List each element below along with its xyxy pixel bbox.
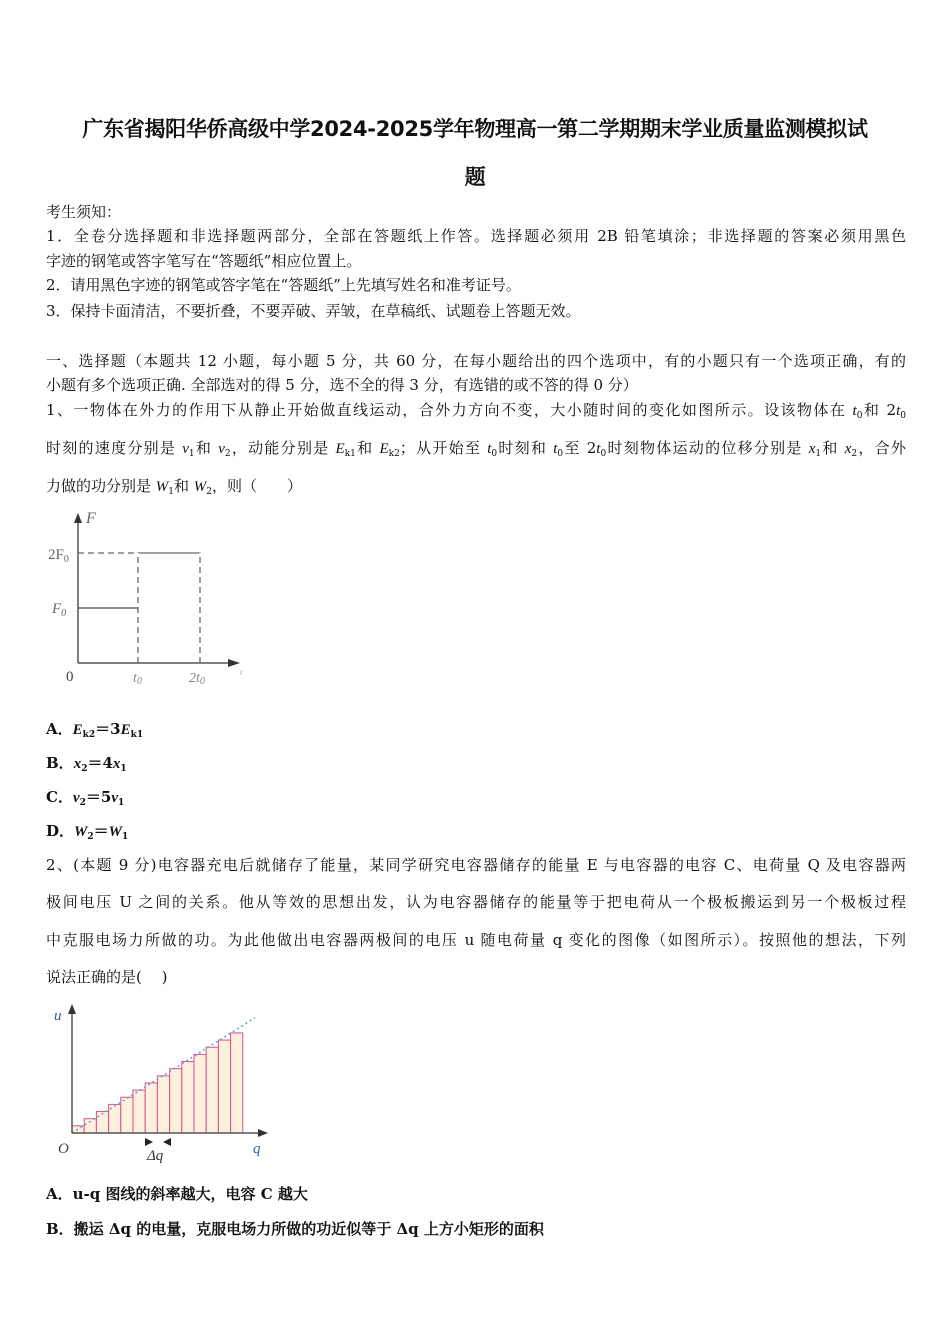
notice-heading: 考生须知： xyxy=(46,203,122,221)
step-rectangle xyxy=(170,1069,182,1133)
variable-subscript: k2 xyxy=(82,730,96,740)
step-rectangle xyxy=(133,1090,145,1133)
step-rectangle xyxy=(96,1112,108,1133)
document-title-continued: 题 xyxy=(464,165,486,189)
text-segment: 1、一物体在外力的作用下从静止开始做直线运动，合外力方向不变，大小随时间的变化如图所示。设该物体在 xyxy=(46,401,853,419)
text-segment: ，则（ ） xyxy=(212,477,303,495)
x-axis-arrow-icon xyxy=(228,659,240,667)
text-segment: 时刻的速度分别是 xyxy=(46,439,183,457)
notice-item xyxy=(46,275,906,295)
y-axis-label: F xyxy=(86,510,96,527)
variable: t xyxy=(487,441,492,457)
step-rectangle xyxy=(206,1047,218,1133)
text-segment: 和 xyxy=(355,439,380,457)
variable: W xyxy=(74,824,88,840)
text-segment: ＝4 xyxy=(87,754,113,772)
variable: x xyxy=(112,756,121,772)
step-rectangle xyxy=(157,1076,169,1133)
variable: W xyxy=(108,824,122,840)
origin-label: 0 xyxy=(66,669,74,685)
variable-subscript: 2 xyxy=(224,449,231,459)
x-axis-label: q xyxy=(253,1141,261,1157)
variable: x xyxy=(73,756,82,772)
x-axis-arrow-icon xyxy=(258,1129,268,1137)
text-segment: 和 xyxy=(821,439,845,457)
y-axis-arrow-icon xyxy=(68,1004,76,1014)
text-segment: ＝3 xyxy=(95,720,121,738)
text-segment: 和 xyxy=(174,477,194,495)
variable: v xyxy=(72,790,80,806)
variable: E xyxy=(72,722,83,738)
svg-text:F0 xyxy=(51,601,66,619)
variable-subscript: 1 xyxy=(121,832,129,842)
tick-t0: t xyxy=(133,671,137,686)
option-b xyxy=(46,1219,906,1239)
variable: v xyxy=(218,441,225,457)
tick-subscript: 0 xyxy=(199,676,205,687)
delta-arrow-left-icon xyxy=(145,1138,153,1146)
question-1-text xyxy=(46,400,906,421)
text-segment: 力做的功分别是 xyxy=(46,477,156,495)
text-segment: A．u-q 图线的斜率越大，电容 C 越大 xyxy=(46,1185,308,1203)
force-time-graph xyxy=(40,505,255,690)
text-segment: 1．全卷分选择题和非选择题两部分，全部在答题纸上作答。选择题必须用 2B 铅笔填涂；非选择题的答案必须用黑色 xyxy=(46,227,906,245)
text-segment: 中克服电场力所做的功。为此他做出电容器两极间的电压 u 随电荷量 q 变化的图像（如图所示）。按照他的想法，下列 xyxy=(46,931,906,949)
text-segment: ＝ xyxy=(93,822,109,840)
question-2-text xyxy=(46,930,906,950)
variable: t xyxy=(596,441,601,457)
variable-subscript: 2 xyxy=(206,487,213,497)
text-segment: 说法正确的是( ) xyxy=(46,968,168,986)
y-axis-arrow-icon xyxy=(74,513,82,523)
step-rectangle xyxy=(231,1033,243,1133)
variable-subscript: 1 xyxy=(188,449,195,459)
text-segment: 时刻和 xyxy=(497,439,554,457)
section-heading xyxy=(46,375,906,395)
text-segment: 和 2 xyxy=(862,401,897,419)
y-axis-label: u xyxy=(54,1008,62,1024)
variable: E xyxy=(379,441,389,457)
x-axis-label: t xyxy=(240,668,243,677)
option-b xyxy=(46,753,906,774)
text-segment: 小题有多个选项正确. 全部选对的得 5 分，选不全的得 3 分，有选错的或不答的得 0 分） xyxy=(46,376,638,394)
variable: v xyxy=(111,790,118,806)
variable-subscript: k1 xyxy=(130,730,144,740)
text-segment: 3．保持卡面清洁，不要折叠，不要弄破、弄皱，在草稿纸、试题卷上答题无效。 xyxy=(46,302,581,320)
svg-text:2t0 xyxy=(189,671,205,687)
text-segment: C． xyxy=(46,788,73,806)
variable-subscript: 1 xyxy=(118,798,125,808)
notice-item xyxy=(46,301,906,321)
variable: W xyxy=(155,479,169,495)
notice-item xyxy=(46,226,906,246)
text-segment: A． xyxy=(46,720,73,738)
text-segment: 极间电压 U 之间的关系。他从等效的思想出发，认为电容器储存的能量等于把电荷从一个极板搬运到另一个极板过程 xyxy=(46,893,906,911)
option-a xyxy=(46,719,906,740)
section-heading xyxy=(46,351,906,371)
variable-subscript: 0 xyxy=(491,449,498,459)
step-rectangle xyxy=(194,1054,206,1133)
step-rectangle xyxy=(182,1062,194,1133)
variable-subscript: 2 xyxy=(81,764,88,774)
question-1-text xyxy=(46,438,906,459)
variable: E xyxy=(120,722,131,738)
text-segment: 字迹的钢笔或答字笔写在“答题纸”相应位置上。 xyxy=(46,252,362,270)
option-d xyxy=(46,821,906,842)
tick-2t0: 2t xyxy=(189,671,200,686)
option-c xyxy=(46,787,906,808)
variable-subscript: 0 xyxy=(900,411,906,421)
svg-text:t0 xyxy=(133,671,142,687)
variable: x xyxy=(808,441,816,457)
variable-subscript: 2 xyxy=(79,798,86,808)
tick-subscript: 0 xyxy=(136,676,142,687)
variable-subscript: 2 xyxy=(87,832,94,842)
document-title: 广东省揭阳华侨高级中学2024-2025学年物理高一第二学期期末学业质量监测模拟试 xyxy=(82,117,868,141)
variable-subscript: 1 xyxy=(815,449,822,459)
text-segment: B．搬运 Δq 的电量，克服电场力所做的功近似等于 Δq 上方小矩形的面积 xyxy=(46,1220,544,1238)
text-segment: 2．请用黑色字迹的钢笔或答字笔在“答题纸”上先填写姓名和准考证号。 xyxy=(46,276,521,294)
tick-subscript: 0 xyxy=(63,554,69,565)
variable-subscript: 0 xyxy=(856,411,863,421)
svg-text:2F0 xyxy=(48,547,69,565)
voltage-charge-graph xyxy=(50,1000,280,1165)
variable: t xyxy=(852,403,857,419)
text-segment: 2、(本题 9 分)电容器充电后就储存了能量，某同学研究电容器储存的能量 E 与电容器的电容 C、电荷量 Q 及电容器两 xyxy=(46,856,906,874)
text-segment: 至 2 xyxy=(563,439,597,457)
text-segment: ，动能分别是 xyxy=(230,439,336,457)
variable-subscript: k1 xyxy=(344,449,356,459)
step-rectangle xyxy=(72,1126,84,1133)
variable: x xyxy=(844,441,852,457)
step-rectangle xyxy=(218,1040,230,1133)
variable: E xyxy=(335,441,345,457)
step-rectangle xyxy=(121,1097,133,1133)
question-2-text xyxy=(46,855,906,875)
text-segment: ，合外 xyxy=(857,439,906,457)
variable-subscript: 2 xyxy=(851,449,858,459)
option-a xyxy=(46,1184,906,1204)
text-segment: ；从开始至 xyxy=(399,439,488,457)
notice-item xyxy=(46,251,906,271)
text-segment: 一、选择题（本题共 12 小题，每小题 5 分，共 60 分，在每小题给出的四个选项中，有的小题只有一个选项正确，有的 xyxy=(46,352,906,370)
delta-arrow-right-icon xyxy=(163,1138,171,1146)
text-segment: 时刻物体运动的位移分别是 xyxy=(606,439,809,457)
tick-2f0: 2F xyxy=(48,547,64,563)
variable-subscript: 0 xyxy=(557,449,564,459)
question-2-text xyxy=(46,892,906,912)
variable: W xyxy=(193,479,207,495)
origin-label: O xyxy=(58,1141,69,1157)
tick-subscript: 0 xyxy=(61,608,67,619)
question-2-text xyxy=(46,967,906,987)
delta-q-label: Δq xyxy=(147,1148,164,1164)
text-segment: 和 xyxy=(194,439,219,457)
question-1-text xyxy=(46,476,906,497)
tick-f0: F xyxy=(52,601,62,617)
variable-subscript: 1 xyxy=(168,487,175,497)
text-segment: ＝5 xyxy=(85,788,112,806)
variable-subscript: k2 xyxy=(388,449,400,459)
variable-subscript: 0 xyxy=(600,449,607,459)
variable: t xyxy=(896,403,901,419)
variable-subscript: 1 xyxy=(120,764,127,774)
text-segment: D． xyxy=(46,822,75,840)
step-rectangle xyxy=(145,1083,157,1133)
variable: t xyxy=(553,441,558,457)
variable: v xyxy=(182,441,189,457)
text-segment: B． xyxy=(46,754,74,772)
